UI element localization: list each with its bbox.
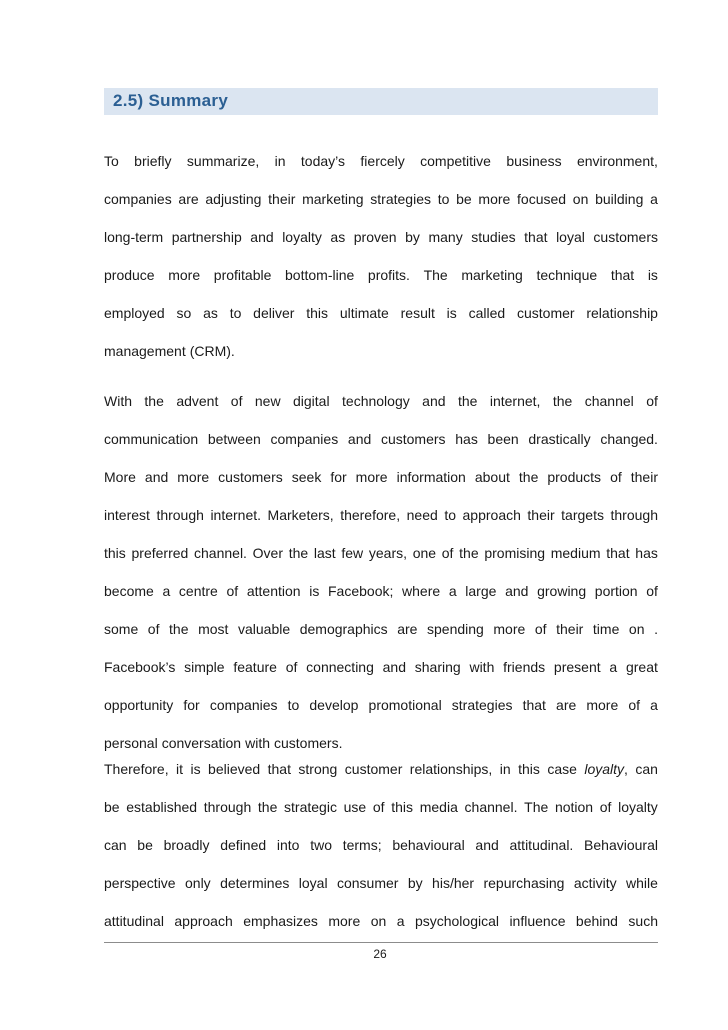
section-heading-bar <box>104 88 658 115</box>
paragraph-digital-technology <box>104 392 658 772</box>
paragraph-loyalty <box>104 760 658 950</box>
text-line: attitudinal approach emphasizes more on a psychological influence behind such <box>104 913 658 929</box>
text-line: More and more customers seek for more information about the products of their <box>104 469 658 485</box>
text-line: perspective only determines loyal consumer by his/her repurchasing activity while <box>104 875 658 891</box>
paragraph-summary <box>104 152 658 380</box>
text-line: employed so as to deliver this ultimate result is called customer relationship <box>104 305 658 321</box>
text-line: companies are adjusting their marketing strategies to be more focused on building a <box>104 191 658 207</box>
text-line: some of the most valuable demographics are spending more of their time on . <box>104 621 658 637</box>
page-number: 26 <box>373 947 387 961</box>
text-line: Facebook’s simple feature of connecting and sharing with friends present a great <box>104 659 658 675</box>
text-line: become a centre of attention is Facebook; where a large and growing portion of <box>104 583 658 599</box>
text-line: be established through the strategic use of this media channel. The notion of loyalty <box>104 799 658 815</box>
text-line: this preferred channel. Over the last few years, one of the promising medium that has <box>104 545 658 561</box>
footer-divider <box>104 942 658 943</box>
section-heading: 2.5) Summary <box>113 91 229 110</box>
text-line: management (CRM). <box>104 343 235 359</box>
text-line: long-term partnership and loyalty as proven by many studies that loyal customers <box>104 229 658 245</box>
text-line: To briefly summarize, in today’s fiercely competitive business environment, <box>104 153 658 169</box>
text-line: Therefore, it is believed that strong customer relationships, in this case loyalty, can <box>104 761 658 777</box>
text-line: personal conversation with customers. <box>104 735 343 751</box>
text-line: interest through internet. Marketers, therefore, need to approach their targets through <box>104 507 658 523</box>
text-line: can be broadly defined into two terms; behavioural and attitudinal. Behavioural <box>104 837 658 853</box>
text-line: With the advent of new digital technology and the internet, the channel of <box>104 393 658 409</box>
text-line: produce more profitable bottom-line profits. The marketing technique that is <box>104 267 658 283</box>
text-line: opportunity for companies to develop promotional strategies that are more of a <box>104 697 658 713</box>
text-line: communication between companies and customers has been drastically changed. <box>104 431 658 447</box>
